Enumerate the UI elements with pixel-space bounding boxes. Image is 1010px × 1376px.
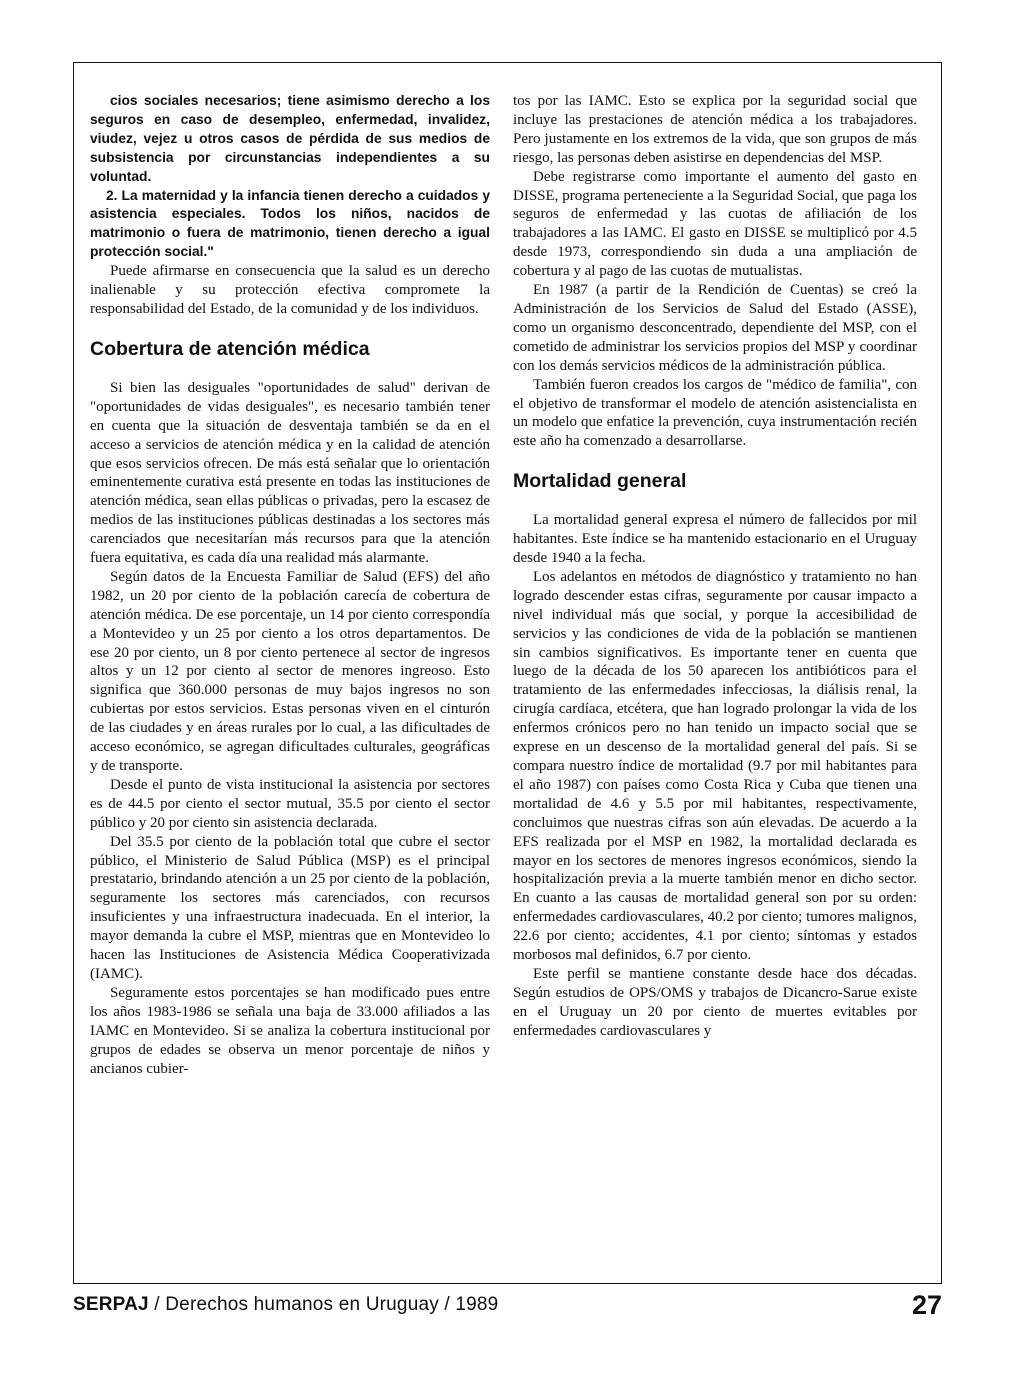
body-paragraph: También fueron creados los cargos de "médico de familia", con el objetivo de transformar el modelo de atención asistencialista en un modelo que enfatice la prevención, cuya instrumentación recién este año ha comenzado a desarrollarse. [513, 376, 917, 450]
section-heading-cobertura: Cobertura de atención médica [90, 337, 370, 360]
body-paragraph: La mortalidad general expresa el número de fallecidos por mil habitantes. Este índice se ha mantenido estacionario en el Uruguay desde 1940 a la fecha. [513, 512, 917, 567]
body-paragraph: tos por las IAMC. Esto se explica por la seguridad social que incluye las prestaciones de atención médica a los trabajadores. Pero justamente en los extremos de la vida, que son grupos de más riesgo, las personas deben asistirse en dependencias del MSP. [513, 93, 917, 166]
body-paragraph: Del 35.5 por ciento de la población total que cubre el sector público, el Ministerio de Salud Pública (MSP) es el principal prestatario, brindando atención a un 25 por ciento de la población, seguramente los sectores más carenciados, con recursos insuficientes y una infraestructura inadecuada. En el interior, la mayor demanda la cubre el MSP, mientras que en Montevideo lo hacen las Instituciones de Asistencia Médica Cooperativizada (IAMC). [90, 833, 490, 982]
body-paragraph: Este perfil se mantiene constante desde hace dos décadas. Según estudios de OPS/OMS y trabajos de Dicancro-Sarue existe en el Uruguay un 20 por ciento de muertes evitables por enfermedades cardiovasculares y [513, 965, 917, 1039]
intro-bold-paragraph-2: 2. La maternidad y la infancia tienen derecho a cuidados y asistencia especiales. Todos los niños, nacidos de matrimonio o fuera de matrimonio, tienen derecho a igual protección social." [90, 187, 490, 260]
body-paragraph: Según datos de la Encuesta Familiar de Salud (EFS) del año 1982, un 20 por ciento de la población carecía de cobertura de atención médica. De ese porcentaje, un 14 por ciento correspondía a Montevideo y un 25 por ciento a los otros departamentos. De ese 20 por ciento, un 8 por ciento pertenece al sector de ingresos altos y un 12 por ciento al sector de menores ingreoso. Esto significa que 360.000 personas de muy bajos ingresos no son cubiertas por estos servicios. Estas personas viven en el cinturón de las ciudades y en áreas rurales por lo cual, a las dificultades de acceso económico, se agregan dificultades culturales, geográficas y de transporte. [90, 568, 490, 774]
body-paragraph: Si bien las desiguales "oportunidades de salud" derivan de "oportunidades de vidas desiguales", es necesario también tener en cuenta que la situación de desventaja también se da en el acceso a servicios de atención médica y en la calidad de atención que esos servicios ofrecen. De más está señalar que lo orientación eminentemente curativa está presente en todas las instituciones de atención médica, sean ellas públicas o privadas, pero la escasez de medios de las instituciones públicas destinadas a los sectores más carenciados que necesitarían más recursos para que la atención fuera equitativa, es cada día una realidad más alarmante. [90, 379, 490, 567]
section-heading-mortalidad: Mortalidad general [513, 470, 687, 493]
page-footer [73, 1292, 942, 1322]
publication-title: / Derechos humanos en Uruguay / 1989 [148, 1294, 499, 1315]
body-paragraph: Seguramente estos porcentajes se han modificado pues entre los años 1983-1986 se señala una baja de 33.000 afiliados a las IAMC en Montevideo. Si se analiza la cobertura institucional por grupos de edades se observa un menor porcentaje de niños y ancianos cubier- [90, 984, 490, 1077]
right-column [513, 92, 917, 1041]
body-paragraph: Puede afirmarse en consecuencia que la salud es un derecho inalienable y su protección efectiva compromete la responsabilidad del Estado, de la comunidad y de los individuos. [90, 263, 490, 317]
body-paragraph: Desde el punto de vista institucional la asistencia por sectores es de 44.5 por ciento el sector mutual, 35.5 por ciento el sector público y 20 por ciento sin asistencia declarada. [90, 776, 490, 831]
page-number: 27 [911, 1290, 942, 1320]
intro-bold-paragraph: cios sociales necesarios; tiene asimismo derecho a los seguros en caso de desempleo, enfermedad, invalidez, viudez, vejez u otros casos de pérdida de sus medios de subsistencia por circunstancias independientes a su voluntad. [90, 93, 490, 184]
running-footer [73, 1294, 498, 1316]
body-paragraph: En 1987 (a partir de la Rendición de Cuentas) se creó la Administración de los Servicios de Salud del Estado (ASSE), como un organismo desconcentrado, dependiente del MSP, con el cometido de administrar los servicios propios del MSP y coordinar con los demás servicios médicos de la administración pública. [513, 282, 917, 374]
body-paragraph: Debe registrarse como importante el aumento del gasto en DISSE, programa perteneciente a la Seguridad Social, que paga los seguros de enfermedad y las cuotas de afiliación de los trabajadores a las IAMC. El gasto en DISSE se multiplicó por 4.5 desde 1973, correspondiendo sin duda a una ampliación de cobertura y al pago de las cuotas de mutualistas. [513, 168, 917, 280]
body-paragraph: Los adelantos en métodos de diagnóstico y tratamiento no han logrado descender estas cifras, seguramente por causar impacto a nivel individual más que social, y porque la accesibilidad de servicios y las condiciones de vida de la población se mantienen sin cambios significativos. Es importante tener en cuenta que luego de la década de los 50 aparecen los antibióticos para el tratamiento de las enfermedades infecciosas, la diálisis renal, la cirugía cardíaca, etcétera, que han logrado prolongar la vida de los enfermos crónicos pero no han tenido un impacto social que se exprese en un descenso de la mortalidad general del país. Si se compara nuestro índice de mortalidad (9.7 por mil habitantes para el año 1987) con países como Costa Rica y Cuba que tienen una mortalidad de 4.6 y 5.5 por mil habitantes, respectivamente, concluimos que nuestras cifras son aún elevadas. De acuerdo a la EFS realizada por el MSP en 1982, la mortalidad declarada es mayor en los sectores de menores ingresos económicos, siendo la hospitalización previa a la muerte también menor en dicho sector. En cuanto a las causas de mortalidad general son por su orden: enfermedades cardiovasculares, 40.2 por ciento; tumores malignos, 22.6 por ciento; accidentes, 4.1 por ciento; síntomas y estados morbosos mal definidos, 6.7 por ciento. [513, 568, 917, 964]
left-column [90, 92, 490, 1078]
publisher-name: SERPAJ [73, 1294, 149, 1315]
